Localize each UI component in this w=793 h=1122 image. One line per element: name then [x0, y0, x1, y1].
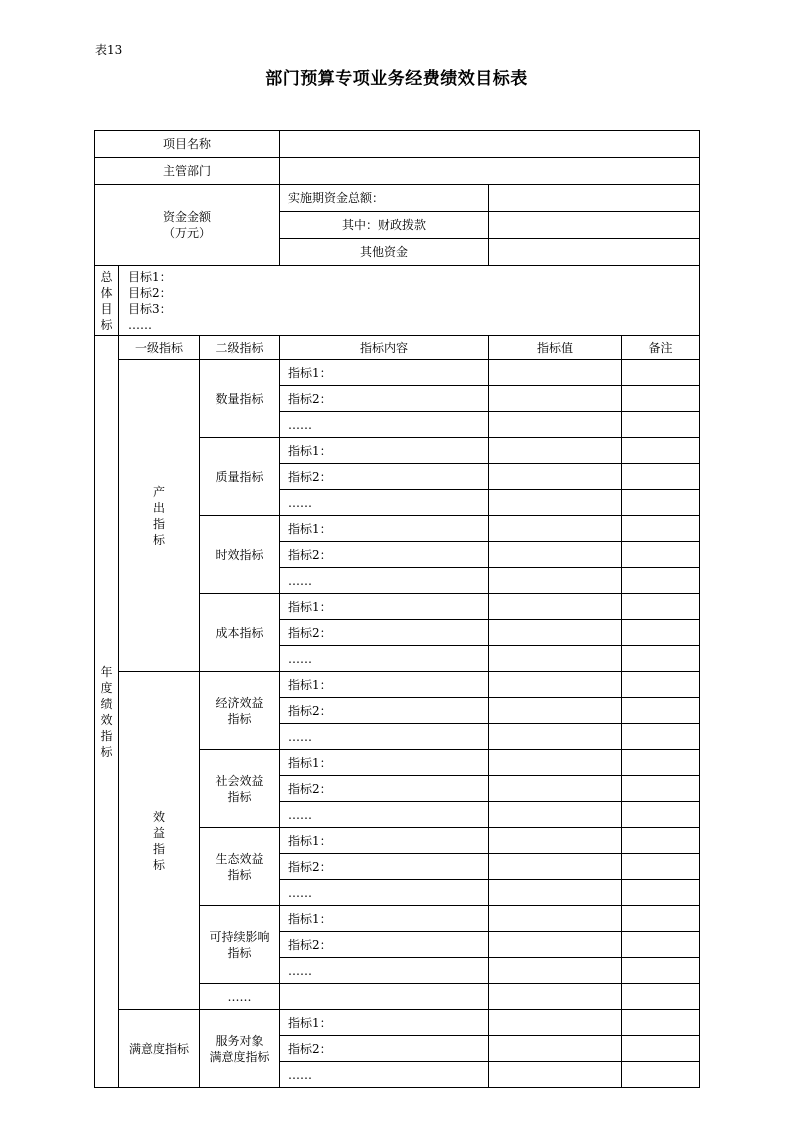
indicator-value-cell[interactable]	[489, 932, 622, 958]
indicator-remark-cell[interactable]	[622, 802, 700, 828]
indicator-value-cell[interactable]	[489, 724, 622, 750]
satisfaction-indicator-label: 满意度指标	[119, 1010, 200, 1088]
annual-indicator-char: 年	[100, 664, 113, 679]
indicator-content-cell[interactable]: 指标1：	[280, 906, 489, 932]
social-benefit-label	[200, 750, 280, 828]
indicator-name-line: 质量指标	[215, 469, 264, 484]
annual-indicator-label	[95, 336, 119, 1088]
annual-indicator-char: 绩	[100, 696, 113, 711]
indicator-content-cell[interactable]: ……	[280, 958, 489, 984]
header-remark: 备注	[622, 336, 700, 360]
indicator-name-line: 可持续影响	[209, 929, 270, 944]
output-indicator-char: 指	[152, 516, 165, 531]
fund-total-label: 实施期资金总额：	[280, 185, 489, 212]
indicator-content-cell[interactable]: 指标2：	[280, 1036, 489, 1062]
annual-indicator-char: 度	[100, 680, 113, 695]
fund-fiscal-field[interactable]	[489, 212, 700, 239]
indicator-value-cell[interactable]	[489, 958, 622, 984]
fund-amount-label	[95, 185, 280, 266]
cost-indicator-label	[200, 594, 280, 672]
indicator-value-cell[interactable]	[489, 360, 622, 386]
indicator-remark-cell[interactable]	[622, 958, 700, 984]
indicator-name-line: 指标	[227, 711, 252, 726]
indicator-remark-cell[interactable]	[622, 594, 700, 620]
fund-other-field[interactable]	[489, 239, 700, 266]
indicator-content-cell[interactable]: ……	[280, 646, 489, 672]
overall-goal-line: 目标3：	[128, 302, 172, 316]
quality-indicator-label	[200, 438, 280, 516]
indicator-content-cell[interactable]: 指标2：	[280, 932, 489, 958]
indicator-name-line: 时效指标	[215, 547, 264, 562]
indicator-value-cell[interactable]	[489, 750, 622, 776]
indicator-remark-cell[interactable]	[622, 386, 700, 412]
indicator-remark-cell[interactable]	[622, 568, 700, 594]
overall-goal-label	[95, 266, 119, 336]
overall-goal-char: 总	[100, 269, 113, 284]
indicator-content-cell[interactable]: ……	[280, 1062, 489, 1088]
benefit-more-label: ……	[200, 984, 280, 1010]
indicator-content-cell[interactable]: 指标1：	[280, 438, 489, 464]
table-number: 表13	[95, 43, 123, 57]
fund-fiscal-label: 其中：财政拨款	[280, 212, 489, 239]
indicator-remark-cell[interactable]	[622, 542, 700, 568]
indicator-content-cell[interactable]: ……	[280, 802, 489, 828]
indicator-remark-cell[interactable]	[622, 412, 700, 438]
sustainable-impact-label	[200, 906, 280, 984]
indicator-content-cell[interactable]: 指标2：	[280, 620, 489, 646]
indicator-content-cell[interactable]: 指标2：	[280, 854, 489, 880]
header-level2: 二级指标	[200, 336, 280, 360]
indicator-remark-cell[interactable]	[622, 724, 700, 750]
performance-goal-table	[94, 130, 700, 1088]
ecological-benefit-label	[200, 828, 280, 906]
indicator-content-cell[interactable]: 指标2：	[280, 698, 489, 724]
indicator-value-cell[interactable]	[489, 698, 622, 724]
indicator-value-cell[interactable]	[489, 620, 622, 646]
benefit-indicator-char: 益	[152, 825, 165, 840]
indicator-content-cell[interactable]: 指标1：	[280, 672, 489, 698]
indicator-remark-cell[interactable]	[622, 698, 700, 724]
indicator-remark-cell[interactable]	[622, 490, 700, 516]
indicator-value-cell[interactable]	[489, 412, 622, 438]
project-name-field[interactable]	[280, 131, 700, 158]
indicator-name-line: 生态效益	[215, 851, 264, 866]
indicator-name-line: 指标	[227, 789, 252, 804]
indicator-remark-cell[interactable]	[622, 776, 700, 802]
indicator-remark-cell[interactable]	[622, 828, 700, 854]
indicator-value-cell[interactable]	[489, 984, 622, 1010]
indicator-content-cell[interactable]: ……	[280, 880, 489, 906]
indicator-name-line: 数量指标	[215, 391, 264, 406]
benefit-indicator-label	[119, 672, 200, 1010]
indicator-remark-cell[interactable]	[622, 1010, 700, 1036]
header-value: 指标值	[489, 336, 622, 360]
benefit-indicator-char: 效	[152, 809, 165, 824]
benefit-indicator-char: 指	[152, 841, 165, 856]
indicator-remark-cell[interactable]	[622, 672, 700, 698]
indicator-name-line: 满意度指标	[209, 1049, 270, 1064]
indicator-value-cell[interactable]	[489, 906, 622, 932]
indicator-remark-cell[interactable]	[622, 984, 700, 1010]
indicator-value-cell[interactable]	[489, 1062, 622, 1088]
indicator-content-cell[interactable]: ……	[280, 724, 489, 750]
indicator-content-cell[interactable]: 指标1：	[280, 594, 489, 620]
department-field[interactable]	[280, 158, 700, 185]
indicator-value-cell[interactable]	[489, 464, 622, 490]
indicator-remark-cell[interactable]	[622, 438, 700, 464]
indicator-value-cell[interactable]	[489, 542, 622, 568]
indicator-content-cell[interactable]: 指标1：	[280, 360, 489, 386]
fund-amount-label-line1: 资金金额	[163, 210, 212, 224]
indicator-remark-cell[interactable]	[622, 516, 700, 542]
quantity-indicator-label	[200, 360, 280, 438]
department-label: 主管部门	[95, 158, 280, 185]
indicator-remark-cell[interactable]	[622, 360, 700, 386]
fund-amount-label-line2: （万元）	[163, 226, 212, 240]
overall-goal-content[interactable]	[119, 266, 700, 336]
indicator-value-cell[interactable]	[489, 828, 622, 854]
indicator-remark-cell[interactable]	[622, 906, 700, 932]
indicator-name-line: 指标	[227, 945, 252, 960]
fund-total-field[interactable]	[489, 185, 700, 212]
indicator-remark-cell[interactable]	[622, 854, 700, 880]
output-indicator-label	[119, 360, 200, 672]
indicator-name-line: 成本指标	[215, 625, 264, 640]
indicator-content-cell[interactable]: 指标2：	[280, 776, 489, 802]
overall-goal-char: 体	[100, 285, 113, 300]
timeliness-indicator-label	[200, 516, 280, 594]
indicator-value-cell[interactable]	[489, 438, 622, 464]
annual-indicator-char: 标	[100, 744, 113, 759]
indicator-content-cell[interactable]	[280, 984, 489, 1010]
indicator-value-cell[interactable]	[489, 672, 622, 698]
indicator-value-cell[interactable]	[489, 1036, 622, 1062]
indicator-value-cell[interactable]	[489, 802, 622, 828]
indicator-value-cell[interactable]	[489, 880, 622, 906]
indicator-content-cell[interactable]: 指标2：	[280, 542, 489, 568]
overall-goal-line: 目标2：	[128, 286, 172, 300]
economic-benefit-label	[200, 672, 280, 750]
indicator-value-cell[interactable]	[489, 854, 622, 880]
indicator-remark-cell[interactable]	[622, 750, 700, 776]
indicator-content-cell[interactable]: ……	[280, 490, 489, 516]
indicator-value-cell[interactable]	[489, 776, 622, 802]
indicator-name-line: 指标	[227, 867, 252, 882]
indicator-name-line: 社会效益	[215, 773, 264, 788]
header-content: 指标内容	[280, 336, 489, 360]
indicator-content-cell[interactable]: 指标1：	[280, 516, 489, 542]
indicator-value-cell[interactable]	[489, 646, 622, 672]
service-satisfaction-label	[200, 1010, 280, 1088]
indicator-remark-cell[interactable]	[622, 932, 700, 958]
indicator-content-cell[interactable]: 指标1：	[280, 750, 489, 776]
indicator-name-line: 经济效益	[215, 695, 264, 710]
indicator-content-cell[interactable]: 指标2：	[280, 464, 489, 490]
indicator-value-cell[interactable]	[489, 516, 622, 542]
output-indicator-char: 标	[152, 532, 165, 547]
indicator-content-cell[interactable]: 指标1：	[280, 828, 489, 854]
indicator-remark-cell[interactable]	[622, 464, 700, 490]
annual-indicator-char: 效	[100, 712, 113, 727]
overall-goal-line: ……	[128, 318, 152, 332]
indicator-value-cell[interactable]	[489, 386, 622, 412]
indicator-remark-cell[interactable]	[622, 620, 700, 646]
output-indicator-char: 出	[152, 500, 165, 515]
benefit-indicator-char: 标	[152, 857, 165, 872]
indicator-content-cell[interactable]: ……	[280, 568, 489, 594]
output-indicator-char: 产	[152, 484, 165, 499]
indicator-remark-cell[interactable]	[622, 1036, 700, 1062]
indicator-content-cell[interactable]: 指标2：	[280, 386, 489, 412]
indicator-remark-cell[interactable]	[622, 1062, 700, 1088]
overall-goal-line: 目标1：	[128, 270, 172, 284]
indicator-value-cell[interactable]	[489, 568, 622, 594]
indicator-name-line: 服务对象	[215, 1033, 264, 1048]
indicator-content-cell[interactable]: ……	[280, 412, 489, 438]
indicator-remark-cell[interactable]	[622, 646, 700, 672]
overall-goal-char: 标	[100, 317, 113, 332]
annual-indicator-char: 指	[100, 728, 113, 743]
indicator-remark-cell[interactable]	[622, 880, 700, 906]
indicator-content-cell[interactable]: 指标1：	[280, 1010, 489, 1036]
page-title: 部门预算专项业务经费绩效目标表	[265, 69, 528, 89]
overall-goal-char: 目	[100, 301, 113, 316]
header-level1: 一级指标	[119, 336, 200, 360]
indicator-value-cell[interactable]	[489, 1010, 622, 1036]
project-name-label: 项目名称	[95, 131, 280, 158]
fund-other-label: 其他资金	[280, 239, 489, 266]
indicator-value-cell[interactable]	[489, 490, 622, 516]
indicator-value-cell[interactable]	[489, 594, 622, 620]
